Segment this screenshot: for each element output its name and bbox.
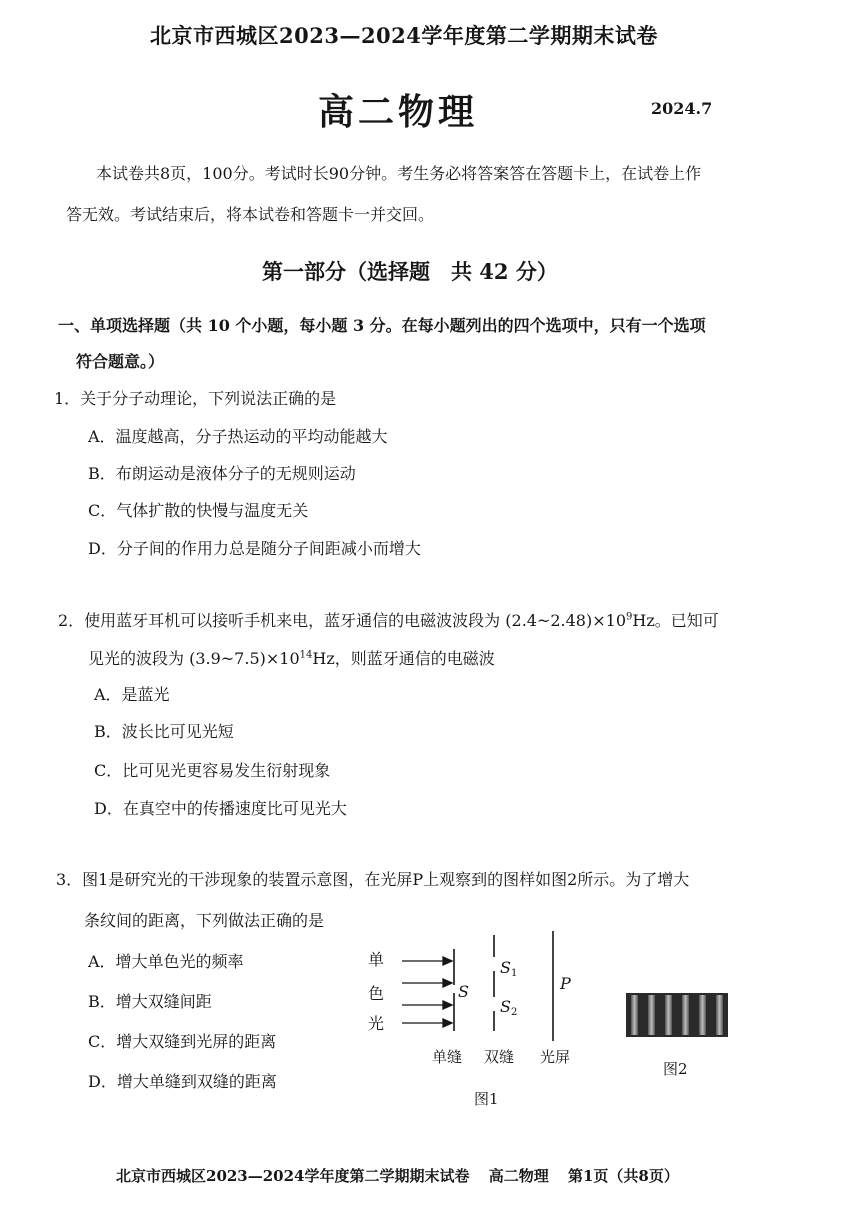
part-title: 第一部分（选择题 共 42 分）	[262, 259, 558, 284]
label-s1	[500, 958, 517, 979]
fringe-container	[626, 993, 728, 1037]
arrowhead-3	[443, 1001, 452, 1009]
question-1-option-d: D．分子间的作用力总是随分子间距减小而增大	[88, 539, 421, 558]
section-heading-line-2: 符合题意。）	[76, 352, 165, 371]
label-single-slit: 单缝	[432, 1048, 463, 1066]
bright-fringe	[648, 995, 655, 1035]
figure-1-double-slit-diagram	[360, 925, 620, 1115]
arrowhead-1	[443, 957, 452, 965]
bright-fringe	[699, 995, 706, 1035]
question-2-stem-text-b: Hz。已知可	[632, 611, 719, 630]
label-p: P	[560, 974, 571, 993]
exam-title: 北京市西城区2023—2024学年度第二学期期末试卷	[150, 23, 658, 48]
bright-fringe	[716, 995, 723, 1035]
label-s1-main: S	[500, 958, 511, 977]
question-3-option-b: B．增大双缝间距	[88, 992, 212, 1011]
question-2-stem2-text-b: Hz，则蓝牙通信的电磁波	[312, 649, 495, 668]
question-2-stem-line-2	[88, 646, 495, 669]
question-3-stem-line-2: 条纹间的距离，下列做法正确的是	[84, 911, 325, 930]
bright-fringe	[665, 995, 672, 1035]
label-s2-sub: 2	[510, 1007, 518, 1018]
footer-exam-title: 北京市西城区2023—2024学年度第二学期期末试卷	[116, 1167, 470, 1185]
light-char-1: 单	[368, 950, 385, 969]
question-2-stem-line-1	[58, 608, 719, 631]
question-2-option-d: D．在真空中的传播速度比可见光大	[94, 799, 347, 818]
label-s2	[500, 997, 517, 1018]
footer-page-number: 第1页（共8页）	[567, 1167, 679, 1185]
question-3-option-d: D．增大单缝到双缝的距离	[88, 1072, 277, 1091]
question-1-option-c: C．气体扩散的快慢与温度无关	[88, 501, 309, 520]
arrowhead-2	[443, 979, 452, 987]
question-3-option-c: C．增大双缝到光屏的距离	[88, 1032, 277, 1051]
bright-fringe	[631, 995, 638, 1035]
question-2-stem-text-a: 2．使用蓝牙耳机可以接听手机来电，蓝牙通信的电磁波波段为 (2.4~2.48)×10	[58, 611, 626, 630]
figure-2-caption: 图2	[663, 1060, 688, 1078]
label-screen: 光屏	[540, 1048, 571, 1066]
figure-1-caption: 图1	[474, 1090, 499, 1108]
instructions-line-2: 答无效。考试结束后，将本试卷和答题卡一并交回。	[66, 205, 435, 224]
question-1-option-b: B．布朗运动是液体分子的无规则运动	[88, 464, 356, 483]
question-3-option-a: A．增大单色光的频率	[88, 952, 244, 971]
question-2-stem2-text-a: 见光的波段为 (3.9~7.5)×10	[88, 649, 300, 668]
question-1-stem: 1．关于分子动理论，下列说法正确的是	[54, 389, 337, 408]
light-ray-arrows	[402, 957, 452, 1027]
section-heading-line-1: 一、单项选择题（共 10 个小题，每小题 3 分。在每小题列出的四个选项中，只有一个选项	[58, 316, 706, 335]
footer-subject: 高二物理	[488, 1167, 549, 1185]
exam-date: 2024.7	[651, 99, 713, 118]
instructions-line-1: 本试卷共8页，100分。考试时长90分钟。考生务必将答案答在答题卡上，在试卷上作	[96, 164, 702, 183]
light-char-3: 光	[368, 1014, 385, 1033]
question-3-stem-line-1: 3．图1是研究光的干涉现象的装置示意图，在光屏P上观察到的图样如图2所示。为了增大	[56, 870, 690, 889]
label-s: S	[458, 982, 469, 1001]
subject-title: 高二物理	[318, 91, 479, 133]
page-footer	[116, 1165, 693, 1186]
question-2-option-b: B．波长比可见光短	[94, 722, 234, 741]
question-2-option-a: A．是蓝光	[94, 685, 170, 704]
question-1-option-a: A．温度越高，分子热运动的平均动能越大	[88, 427, 388, 446]
bright-fringe	[682, 995, 689, 1035]
label-s2-main: S	[500, 997, 511, 1016]
question-2-option-c: C．比可见光更容易发生衍射现象	[94, 761, 331, 780]
light-char-2: 色	[368, 984, 385, 1003]
figure-2-fringe-pattern	[626, 993, 728, 1037]
question-2-exponent-1: 9	[626, 611, 633, 623]
arrowhead-4	[443, 1019, 452, 1027]
question-2-exponent-2: 14	[299, 649, 313, 661]
label-s1-sub: 1	[510, 968, 518, 979]
label-double-slit: 双缝	[484, 1048, 515, 1066]
